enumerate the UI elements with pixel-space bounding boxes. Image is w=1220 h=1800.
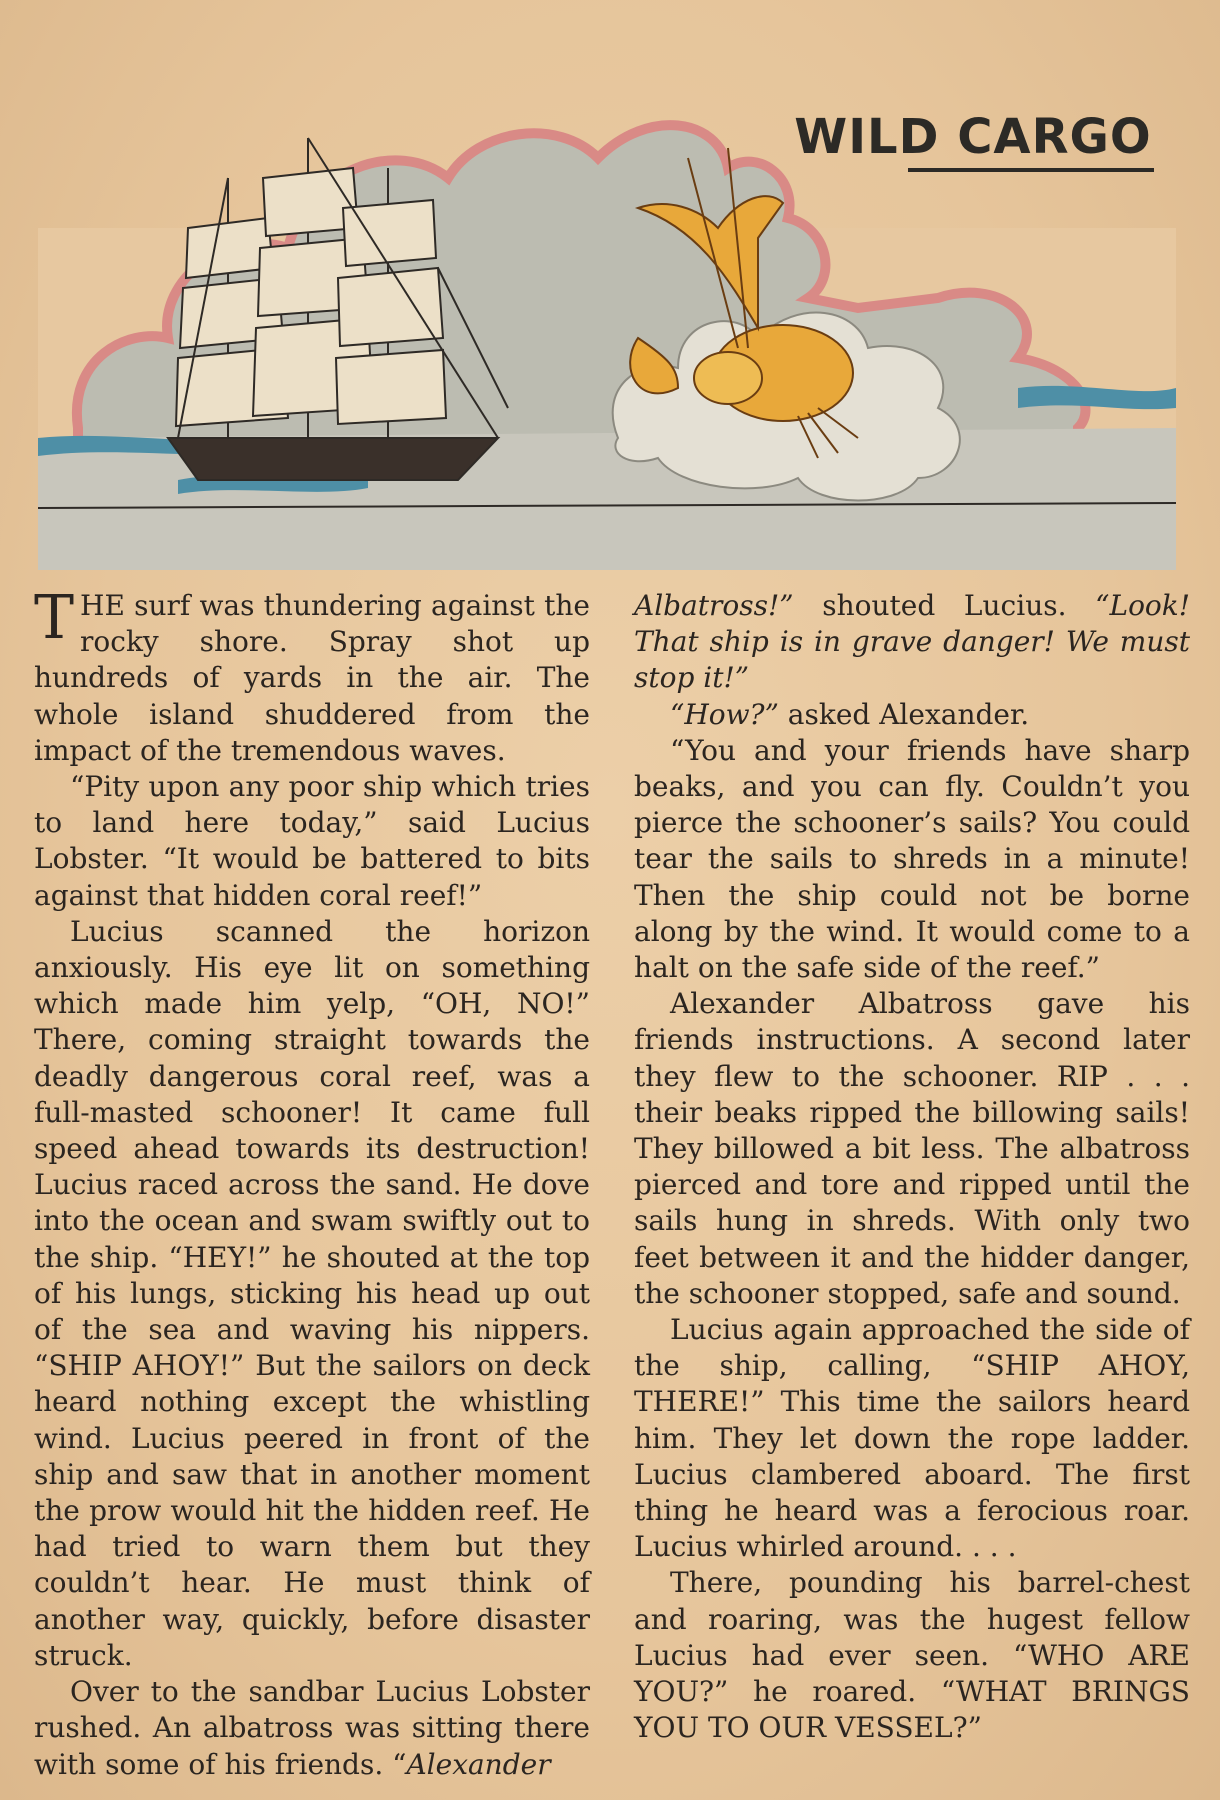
paragraph-5: [634, 588, 1190, 697]
paragraph-4: [34, 1674, 590, 1783]
ship-and-lobster-illustration: [38, 108, 1176, 570]
right-column: [634, 588, 1190, 1747]
paragraph-4-text: Over to the sandbar Lucius Lobster rushed. An albatross was sitting there with some of his friends. “: [34, 1675, 590, 1781]
paragraph-2: “Pity upon any poor ship which tries to land here today,” said Lucius Lobster. “It would be battered to bits against that hidden coral reef!”: [34, 770, 590, 912]
paragraph-5-italic-b: “Look! That ship is in grave danger! We must stop it!”: [634, 589, 1190, 695]
paragraph-9: Lucius again approached the side of the ship, calling, “SHIP AHOY, THERE!” This time the sailors heard him. They let down the rope ladder. Lucius clambered aboard. The first thing he heard was a ferocious roar. Lucius whirled around. . . .: [634, 1313, 1190, 1564]
paragraph-1: [34, 583, 590, 769]
story-title-box: [790, 100, 1156, 174]
paragraph-6: [634, 697, 1190, 733]
paragraph-3: Lucius scanned the horizon anxiously. His eye lit on something which made him yelp, “OH, NO!” There, coming straight towards the deadly dangerous coral reef, was a full-masted schooner! It came full speed ahead towards its destruction! Lucius raced across the sand. He dove into the ocean and swam swiftly out to the ship. “HEY!” he shouted at the top of his lungs, sticking his head up out of the sea and waving his nippers. “SHIP AHOY!” But the sailors on deck heard nothing except the whistling wind. Lucius peered in front of the ship and saw that in another moment the prow would hit the hidden reef. He had tried to warn them but they couldn’t hear. He must think of another way, quickly, before disaster struck.: [34, 914, 590, 1672]
drop-cap: T: [34, 583, 75, 653]
paragraph-1-text: HE surf was thundering against the rocky shore. Spray shot up hundreds of yards in the air. The whole island shuddered from the impact of the tremendous waves.: [34, 589, 590, 767]
title-underline: [908, 168, 1154, 172]
paragraph-8: Alexander Albatross gave his friends instructions. A second later they flew to the schooner. RIP . . . their beaks ripped the billowing sails! They billowed a bit less. The albatross pierced and tore and ripped until the sails hung in shreds. With only two feet between it and the hidder danger, the schooner stopped, safe and sound.: [634, 987, 1190, 1310]
story-title: WILD CARGO: [794, 109, 1152, 165]
left-column: [34, 583, 590, 1783]
paragraph-4-italic: Alexander: [406, 1747, 551, 1781]
paragraph-10: There, pounding his barrel-chest and roaring, was the hugest fellow Lucius had ever seen. “WHO ARE YOU?” he roared. “WHAT BRINGS YOU TO OUR VESSEL?”: [634, 1566, 1190, 1745]
paragraph-5-text: shouted Lucius.: [793, 589, 1096, 622]
paragraph-7: “You and your friends have sharp beaks, and you can fly. Couldn’t you pierce the schooner’s sails? You could tear the sails to shreds in a minute! Then the ship could not be borne along by the wind. It would come to a halt on the safe side of the reef.”: [634, 733, 1190, 985]
illustration-svg: [38, 108, 1176, 570]
paragraph-6-italic: “How?”: [670, 697, 779, 731]
paragraph-5-italic-a: Albatross!”: [634, 589, 794, 622]
paragraph-6-text: asked Alexander.: [778, 697, 1030, 731]
